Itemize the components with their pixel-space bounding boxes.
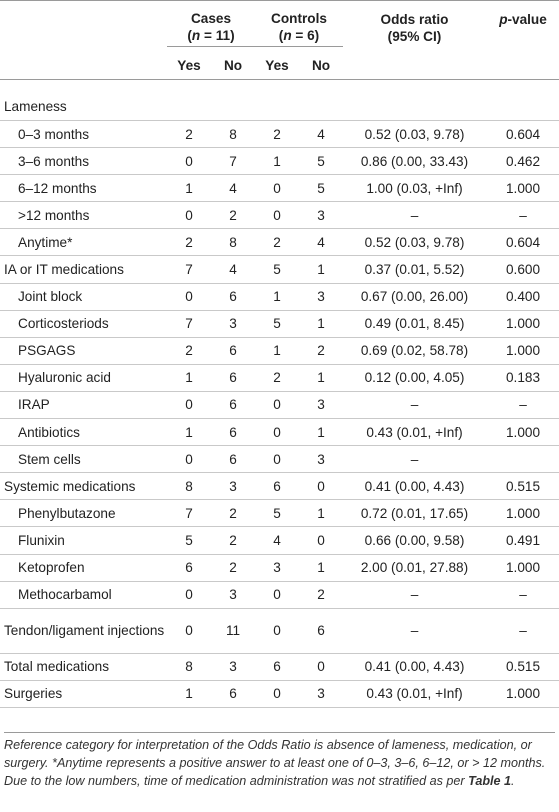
controls-no-cell: 5 bbox=[317, 180, 325, 196]
table-row bbox=[0, 229, 559, 256]
cases-no-cell: 8 bbox=[229, 126, 237, 142]
p-value-cell bbox=[487, 80, 559, 121]
p-value-cell: 0.183 bbox=[505, 370, 541, 386]
cases-no-cell: 6 bbox=[229, 451, 237, 467]
table-row bbox=[0, 391, 559, 418]
cases-no-cell: 6 bbox=[229, 686, 237, 702]
controls-no-cell: 1 bbox=[317, 262, 325, 278]
header-blank-4 bbox=[487, 52, 559, 80]
header-controls bbox=[254, 1, 342, 53]
row-label: Corticosteriods bbox=[18, 316, 109, 332]
odds-ratio-cell: 2.00 (0.01, 27.88) bbox=[360, 560, 469, 576]
p-value-cell: 1.000 bbox=[505, 180, 541, 196]
row-label: PSGAGS bbox=[18, 343, 76, 359]
table-row bbox=[0, 148, 559, 175]
controls-no-cell: 2 bbox=[317, 343, 325, 359]
controls-yes-cell bbox=[254, 80, 300, 121]
controls-yes-cell: 0 bbox=[273, 207, 281, 223]
controls-no-cell: 0 bbox=[317, 478, 325, 494]
cases-no-cell: 8 bbox=[229, 234, 237, 250]
controls-yes-cell: 4 bbox=[273, 532, 281, 548]
p-value-cell: 0.491 bbox=[505, 532, 541, 548]
table-body bbox=[0, 80, 559, 708]
controls-no-cell: 1 bbox=[317, 316, 325, 332]
table-row bbox=[0, 256, 559, 283]
p-value-cell bbox=[487, 446, 559, 473]
cases-yes-cell: 0 bbox=[185, 587, 193, 603]
cases-no-cell: 6 bbox=[229, 289, 237, 305]
footnote-text: Reference category for interpretation of the Odds Ratio is absence of lameness, medication, or surgery. *Anytime represents a positive answer to at least one of 0–3, 3–6, 6–12, or > 12 months. Due to the low numbers, time of medication administration was not stratified as per bbox=[4, 738, 546, 788]
table-row bbox=[0, 337, 559, 364]
controls-yes-cell: 1 bbox=[273, 343, 281, 359]
odds-ratio-cell: 0.12 (0.00, 4.05) bbox=[364, 370, 465, 386]
cases-yes-cell: 7 bbox=[185, 505, 193, 521]
p-value-cell: 0.604 bbox=[505, 234, 541, 250]
cases-no-cell: 6 bbox=[229, 397, 237, 413]
header-blank-2 bbox=[0, 52, 166, 80]
controls-no-cell: 4 bbox=[317, 234, 325, 250]
p-value-cell: – bbox=[519, 207, 527, 223]
row-label: Lameness bbox=[4, 99, 67, 114]
cases-yes-cell bbox=[166, 80, 212, 121]
controls-title: Controls bbox=[271, 10, 327, 26]
odds-ratio-cell: 0.52 (0.03, 9.78) bbox=[364, 234, 465, 250]
cases-no-cell: 2 bbox=[229, 505, 237, 521]
controls-yes-cell: 0 bbox=[273, 587, 281, 603]
controls-yes-cell: 5 bbox=[273, 262, 281, 278]
table-footnote bbox=[4, 732, 555, 790]
controls-yes-cell: 1 bbox=[273, 289, 281, 305]
table-row bbox=[0, 680, 559, 707]
odds-ratio-cell: 0.43 (0.01, +Inf) bbox=[366, 424, 463, 440]
p-value-cell: 0.515 bbox=[505, 659, 541, 675]
p-value-cell: 1.000 bbox=[505, 686, 541, 702]
p-value-cell: 0.604 bbox=[505, 126, 541, 142]
odds-ratio-cell: 0.66 (0.00, 9.58) bbox=[364, 532, 465, 548]
controls-no-cell: 3 bbox=[317, 686, 325, 702]
controls-yes-cell: 0 bbox=[273, 686, 281, 702]
controls-yes-cell: 6 bbox=[273, 659, 281, 675]
header-blank-3 bbox=[342, 52, 487, 80]
controls-yes-cell: 0 bbox=[273, 180, 281, 196]
cases-no-cell: 3 bbox=[229, 587, 237, 603]
header-odds-ratio bbox=[342, 1, 487, 53]
row-label: Hyaluronic acid bbox=[18, 370, 111, 386]
cases-yes-cell: 0 bbox=[185, 623, 193, 639]
controls-no-cell: 3 bbox=[317, 451, 325, 467]
controls-yes-header: Yes bbox=[265, 58, 289, 73]
odds-ratio-cell: 0.86 (0.00, 33.43) bbox=[360, 153, 469, 169]
cases-yes-cell: 8 bbox=[185, 659, 193, 675]
controls-yes-cell: 2 bbox=[273, 126, 281, 142]
p-value-cell: 0.400 bbox=[505, 289, 541, 305]
odds-ratio-cell: 0.41 (0.00, 4.43) bbox=[364, 659, 465, 675]
controls-yes-cell: 0 bbox=[273, 623, 281, 639]
cases-yes-cell: 2 bbox=[185, 343, 193, 359]
controls-no-cell: 1 bbox=[317, 560, 325, 576]
cases-yes-cell: 1 bbox=[185, 686, 193, 702]
ci-title: (95% CI) bbox=[387, 29, 442, 44]
row-label: Antibiotics bbox=[18, 424, 80, 440]
row-label: IRAP bbox=[18, 397, 50, 413]
controls-n: (n = 6) bbox=[278, 27, 320, 43]
header-blank bbox=[0, 1, 166, 53]
p-value-suffix: -value bbox=[507, 12, 547, 27]
odds-ratio-cell: 0.69 (0.02, 58.78) bbox=[360, 343, 469, 359]
cases-yes-cell: 8 bbox=[185, 478, 193, 494]
row-label: Tendon/ligament injections bbox=[4, 623, 165, 639]
controls-yes-cell: 2 bbox=[273, 370, 281, 386]
p-value-cell: – bbox=[519, 397, 527, 413]
odds-ratio-title: Odds ratio bbox=[380, 12, 449, 27]
controls-yes-cell: 1 bbox=[273, 153, 281, 169]
cases-n: (n = 11) bbox=[187, 27, 235, 43]
controls-yes-cell: 3 bbox=[273, 560, 281, 576]
table-row bbox=[0, 554, 559, 581]
odds-ratio-cell: 0.37 (0.01, 5.52) bbox=[364, 262, 465, 278]
row-label: Systemic medications bbox=[4, 478, 136, 494]
p-value-cell: 0.462 bbox=[505, 153, 541, 169]
controls-yes-cell: 0 bbox=[273, 397, 281, 413]
odds-ratio-cell: 1.00 (0.03, +Inf) bbox=[366, 180, 463, 196]
p-value-cell: 1.000 bbox=[505, 316, 541, 332]
cases-group-label bbox=[167, 10, 255, 47]
p-value-cell: – bbox=[519, 623, 527, 639]
cases-no-cell: 2 bbox=[229, 207, 237, 223]
p-value-cell: 0.600 bbox=[505, 262, 541, 278]
controls-no-cell: 6 bbox=[317, 623, 325, 639]
table-row bbox=[0, 446, 559, 473]
table-row bbox=[0, 473, 559, 500]
controls-no-cell: 3 bbox=[317, 397, 325, 413]
controls-no-header: No bbox=[311, 58, 331, 73]
controls-no-cell bbox=[300, 80, 342, 121]
odds-ratio-cell: – bbox=[410, 451, 419, 467]
cases-no-cell: 11 bbox=[225, 623, 241, 639]
cases-yes-cell: 0 bbox=[185, 289, 193, 305]
cases-no-cell: 2 bbox=[229, 560, 237, 576]
cases-no-cell: 4 bbox=[229, 180, 237, 196]
table-row bbox=[0, 202, 559, 229]
row-label: Joint block bbox=[18, 289, 83, 305]
row-label: Methocarbamol bbox=[18, 587, 112, 603]
p-letter: p bbox=[499, 12, 508, 27]
table-row bbox=[0, 608, 559, 653]
row-label: Total medications bbox=[4, 659, 110, 675]
cases-no-cell: 6 bbox=[229, 343, 237, 359]
odds-ratio-cell: 0.72 (0.01, 17.65) bbox=[360, 505, 469, 521]
p-value-cell: 1.000 bbox=[505, 560, 541, 576]
row-label: Flunixin bbox=[18, 532, 65, 548]
p-value-cell: – bbox=[519, 587, 527, 603]
cases-yes-header: Yes bbox=[177, 58, 201, 73]
controls-yes-cell: 0 bbox=[273, 424, 281, 440]
row-label: Surgeries bbox=[4, 686, 63, 702]
header-row-subcolumns bbox=[0, 52, 559, 80]
cases-yes-cell: 1 bbox=[185, 180, 193, 196]
p-value-cell: 1.000 bbox=[505, 505, 541, 521]
controls-no-cell: 3 bbox=[317, 207, 325, 223]
table-row bbox=[0, 527, 559, 554]
table-row bbox=[0, 310, 559, 337]
row-label: Ketoprofen bbox=[18, 560, 85, 576]
row-label: Phenylbutazone bbox=[18, 505, 116, 521]
cases-yes-cell: 7 bbox=[185, 262, 193, 278]
controls-no-cell: 0 bbox=[317, 659, 325, 675]
controls-yes-cell: 0 bbox=[273, 451, 281, 467]
row-label: IA or IT medications bbox=[4, 262, 124, 278]
cases-no-cell: 7 bbox=[229, 153, 237, 169]
footnote-end: . bbox=[511, 774, 515, 788]
odds-ratio-cell: – bbox=[410, 397, 419, 413]
odds-ratio-cell: 0.49 (0.01, 8.45) bbox=[364, 316, 465, 332]
cases-no-cell: 3 bbox=[229, 316, 237, 332]
controls-yes-cell: 5 bbox=[273, 505, 281, 521]
cases-yes-cell: 2 bbox=[185, 234, 193, 250]
cases-yes-cell: 0 bbox=[185, 397, 193, 413]
controls-yes-cell: 2 bbox=[273, 234, 281, 250]
controls-no-cell: 1 bbox=[317, 424, 325, 440]
controls-no-cell: 1 bbox=[317, 505, 325, 521]
cases-yes-cell: 0 bbox=[185, 153, 193, 169]
controls-no-cell: 1 bbox=[317, 370, 325, 386]
table-row bbox=[0, 581, 559, 608]
table-row bbox=[0, 419, 559, 446]
header-p-value bbox=[487, 1, 559, 53]
cases-no-cell: 6 bbox=[229, 424, 237, 440]
cases-no-cell: 3 bbox=[229, 659, 237, 675]
controls-yes-cell: 6 bbox=[273, 478, 281, 494]
row-label: Anytime* bbox=[18, 234, 73, 250]
odds-ratio-cell: 0.41 (0.00, 4.43) bbox=[364, 478, 465, 494]
cases-yes-cell: 6 bbox=[185, 560, 193, 576]
header-cases bbox=[166, 1, 254, 53]
odds-ratio-cell: 0.43 (0.01, +Inf) bbox=[366, 686, 463, 702]
cases-no-cell bbox=[212, 80, 254, 121]
table-row bbox=[0, 80, 559, 121]
controls-no-cell: 5 bbox=[317, 153, 325, 169]
cases-no-cell: 2 bbox=[229, 532, 237, 548]
controls-no-cell: 3 bbox=[317, 289, 325, 305]
p-value-cell: 1.000 bbox=[505, 343, 541, 359]
cases-yes-cell: 5 bbox=[185, 532, 193, 548]
odds-ratio-cell: – bbox=[410, 207, 419, 223]
table-row bbox=[0, 500, 559, 527]
controls-group-label bbox=[255, 10, 343, 47]
row-label: 0–3 months bbox=[18, 126, 90, 142]
cases-no-cell: 3 bbox=[229, 478, 237, 494]
footnote-table-ref: Table 1 bbox=[468, 774, 512, 788]
row-label: 6–12 months bbox=[18, 180, 97, 196]
odds-ratio-cell bbox=[342, 80, 487, 121]
controls-no-cell: 2 bbox=[317, 587, 325, 603]
row-label: 3–6 months bbox=[18, 153, 90, 169]
odds-ratio-cell: 0.52 (0.03, 9.78) bbox=[364, 126, 465, 142]
table-row bbox=[0, 175, 559, 202]
cases-title: Cases bbox=[190, 10, 232, 26]
header-row-groups bbox=[0, 1, 559, 53]
odds-ratio-cell: – bbox=[410, 623, 419, 639]
odds-ratio-cell: – bbox=[410, 587, 419, 603]
p-value-cell: 1.000 bbox=[505, 424, 541, 440]
cases-no-cell: 6 bbox=[229, 370, 237, 386]
cases-yes-cell: 0 bbox=[185, 451, 193, 467]
p-value-cell: 0.515 bbox=[505, 478, 541, 494]
controls-yes-cell: 5 bbox=[273, 316, 281, 332]
row-label: Stem cells bbox=[18, 451, 81, 467]
table-row bbox=[0, 364, 559, 391]
cases-yes-cell: 1 bbox=[185, 424, 193, 440]
cases-yes-cell: 7 bbox=[185, 316, 193, 332]
odds-ratio-cell: 0.67 (0.00, 26.00) bbox=[360, 289, 469, 305]
row-label: >12 months bbox=[18, 207, 90, 223]
cases-yes-cell: 2 bbox=[185, 126, 193, 142]
table-row bbox=[0, 121, 559, 148]
cases-no-header: No bbox=[223, 58, 243, 73]
cases-no-cell: 4 bbox=[229, 262, 237, 278]
cases-yes-cell: 1 bbox=[185, 370, 193, 386]
table-row bbox=[0, 283, 559, 310]
controls-no-cell: 4 bbox=[317, 126, 325, 142]
cases-yes-cell: 0 bbox=[185, 207, 193, 223]
controls-no-cell: 0 bbox=[317, 532, 325, 548]
table-row bbox=[0, 653, 559, 680]
